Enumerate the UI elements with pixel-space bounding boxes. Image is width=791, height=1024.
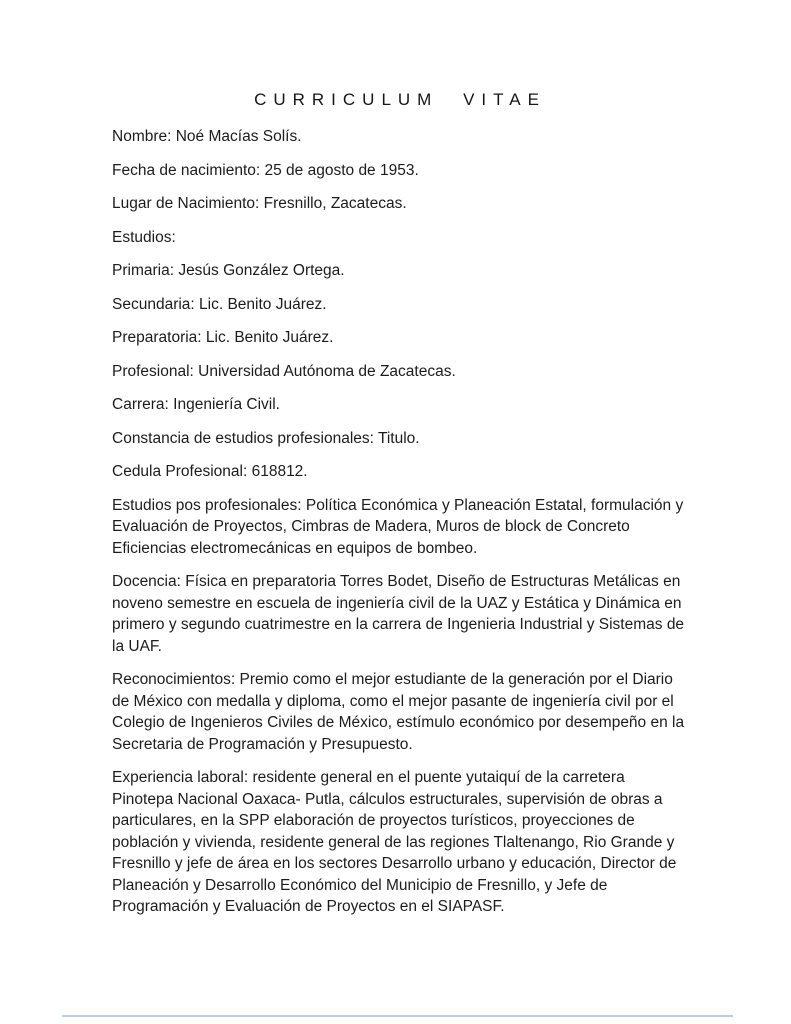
cv-paragraph-experiencia-laboral: Experiencia laboral: residente general en el puente yutaiquí de la carretera Pinotepa Nacional Oaxaca- Putla, cálculos estructurales, supervisión de obras a particulares, en la SPP elaboración de proyectos turísticos, proyecciones de población y vivienda, residente general de las regiones Tlaltenango, Rio Grande y Fresnillo y jefe de área en los sectores Desarrollo urbano y educación, Director de Planeación y Desarrollo Económico del Municipio de Fresnillo, y Jefe de Programación y Evaluación de Proyectos en el SIAPASF. (112, 769, 677, 915)
cv-line-profesional: Profesional: Universidad Autónoma de Zacatecas. (112, 362, 456, 380)
cv-paragraph-estudios-pos-profesionales: Estudios pos profesionales: Política Económica y Planeación Estatal, formulación y Evaluación de Proyectos, Cimbras de Madera, Muros de block de Concreto Eficiencias electromecánicas en equipos de bombeo. (112, 496, 684, 557)
cv-paragraph-docencia: Docencia: Física en preparatoria Torres Bodet, Diseño de Estructuras Metálicas en noveno semestre en escuela de ingeniería civil de la UAZ y Estática y Dinámica en primero y segundo cuatrimestre en la carrera de Ingenieria Industrial y Sistemas de la UAF. (112, 573, 685, 655)
cv-line-primaria: Primaria: Jesús González Ortega. (112, 262, 345, 279)
cv-line-cedula: Cedula Profesional: 618812. (112, 463, 308, 480)
cv-line-secundaria: Secundaria: Lic. Benito Juárez. (112, 295, 327, 313)
cv-line-preparatoria: Preparatoria: Lic. Benito Juárez. (112, 329, 334, 346)
cv-heading-estudios: Estudios: (112, 228, 176, 246)
document-content (112, 90, 688, 930)
cv-line-fecha-nacimiento: Fecha de nacimiento: 25 de agosto de 1953. (112, 161, 419, 179)
page-title: CURRICULUM VITAE (254, 90, 546, 109)
cv-line-constancia: Constancia de estudios profesionales: Titulo. (112, 429, 420, 447)
cv-line-nombre: Nombre: Noé Macías Solís. (112, 128, 302, 145)
scan-artifact-line (62, 1015, 733, 1017)
cv-line-carrera: Carrera: Ingeniería Civil. (112, 396, 280, 413)
cv-line-lugar-nacimiento: Lugar de Nacimiento: Fresnillo, Zacatecas. (112, 195, 407, 212)
cv-paragraph-reconocimientos: Reconocimientos: Premio como el mejor estudiante de la generación por el Diario de México con medalla y diploma, como el mejor pasante de ingeniería civil por el Colegio de Ingenieros Civiles de México, estímulo económico por desempeño en la Secretaria de Programación y Presupuesto. (112, 671, 685, 753)
